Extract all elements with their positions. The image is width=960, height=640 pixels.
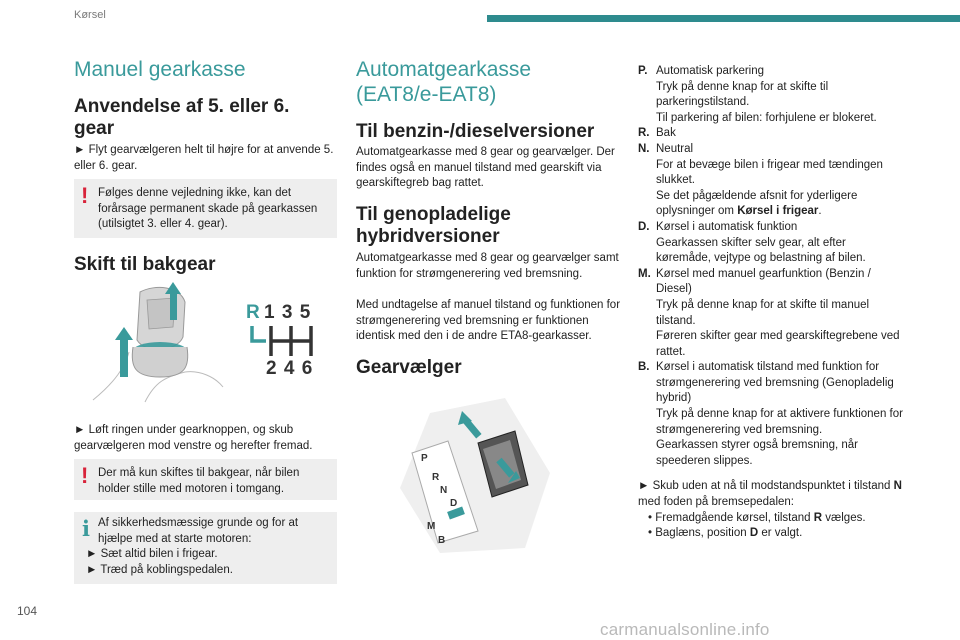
freewheel-bold-ref: Kørsel i frigear [737, 205, 819, 218]
reverse-letter: R [246, 302, 260, 323]
petrol-diesel-heading: Til benzin-/dieselversioner [356, 121, 595, 142]
list-item-p [638, 64, 903, 126]
gear-positions-list [638, 64, 903, 542]
info-line: Af sikkerhedsmæssige grunde og for at hjælpe med at starte motoren: [98, 517, 299, 545]
selector-letter-p: P [421, 453, 428, 464]
section-header: Kørsel [74, 9, 106, 21]
automatic-gearbox-title: Automatgearkasse (EAT8/e-EAT8) [356, 58, 532, 106]
shift-pattern-diagram [246, 302, 326, 382]
selector-letter-m: M [427, 521, 436, 532]
warning-icon: ! [81, 183, 89, 208]
gear-selector-heading: Gearvælger [356, 357, 462, 378]
item-line: Bak [656, 127, 676, 140]
item-key: N. [638, 142, 650, 155]
bullet-item: • Baglæns, position D er valgt. [648, 527, 803, 540]
header-accent-bar [487, 15, 960, 22]
hybrid-heading: Til genopladelige hybridversioner [356, 204, 511, 247]
list-item-r [638, 126, 903, 142]
use-5-6-text: ► Flyt gearvælgeren helt til højre for at anvende 5. eller 6. gear. [74, 144, 334, 172]
selector-letter-n: N [440, 485, 448, 496]
page-number: 104 [17, 604, 38, 618]
item-line: Til parkering af bilen: forhjulene er blokeret. [656, 111, 877, 124]
item-line: Neutral [656, 142, 694, 155]
list-item-n [638, 142, 903, 220]
selector-panel-svg [390, 393, 555, 553]
item-line: Kørsel med manuel gearfunktion (Benzin / Diesel) [656, 267, 871, 296]
gear-knob-illustration [85, 282, 225, 412]
bullet-item: • Fremadgående kørsel, tilstand R vælges. [648, 511, 866, 524]
neutral-bold: N [893, 480, 902, 493]
item-line: Kørsel i automatisk funktion [656, 220, 798, 233]
item-key: R. [638, 127, 650, 140]
info-text [86, 516, 331, 578]
watermark: carmanualsonline.info [600, 620, 770, 639]
selector-letter-b: B [438, 535, 446, 546]
shift-top-numbers: 1 3 5 [264, 302, 311, 323]
list-item-m [638, 267, 903, 361]
manual-gearbox-title: Manuel gearkasse [74, 58, 246, 81]
item-line: Kørsel i automatisk tilstand med funktion for strømgenerering ved bremsning (Genopladelig hybrid) [656, 361, 894, 405]
reverse-text: ► Løft ringen under gearknoppen, og skub gearvælgeren mod venstre og herefter fremad. [74, 424, 313, 452]
warning-box-2 [74, 459, 337, 500]
info-line: ► Sæt altid bilen i frigear. [86, 548, 218, 561]
shift-lines [246, 324, 326, 358]
list-item-b [638, 360, 903, 469]
item-line: Se det pågældende afsnit for yderligere oplysninger om Kørsel i frigear. [656, 189, 858, 218]
warning-text-2: Der må kun skiftes til bakgear, når bilen holder stille med motoren i tomgang. [98, 467, 300, 495]
item-line: Tryk på denne knap for at skifte til parkeringstilstand. [656, 80, 829, 109]
info-icon: i [82, 516, 90, 541]
item-key: B. [638, 361, 650, 374]
item-line: Gearkassen styrer også bremsning, når speederen slippes. [656, 439, 858, 467]
petrol-diesel-text: Automatgearkasse med 8 gear og gearvælger. Der findes også en manuel tilstand med gearskift via gearskiftegreb bag rattet. [356, 146, 615, 190]
item-line: Tryk på denne knap for at skifte til manuel tilstand. [656, 298, 870, 327]
warning-icon: ! [81, 463, 89, 488]
item-line: Automatisk parkering [656, 65, 765, 77]
shift-bottom-numbers: 2 4 6 [266, 358, 313, 379]
hybrid-text-1: Automatgearkasse med 8 gear og gearvælger samt funktion for strømgenerering ved bremsning. [356, 252, 619, 280]
use-5-6-heading: Anvendelse af 5. eller 6. gear [74, 96, 290, 139]
item-line: For at bevæge bilen i frigear med tændingen slukket. [656, 158, 883, 187]
info-box [74, 512, 337, 584]
reverse-heading: Skift til bakgear [74, 254, 216, 275]
hybrid-text-2: Med undtagelse af manuel tilstand og funktionen for strømgenerering ved bremsning er funktionen identisk med den i de andre ETA8-gearkasser. [356, 299, 621, 343]
gear-selector-illustration [390, 393, 555, 553]
info-line: ► Træd på koblingspedalen. [86, 563, 233, 576]
warning-text: Følges denne vejledning ikke, kan det forårsage permanent skade på gearkassen (utilsigtet 3. eller 4. gear). [98, 187, 318, 231]
instruction-step: ► Skub uden at nå til modstandspunktet i tilstand N med foden på bremsepedalen: [638, 480, 902, 509]
item-line: Tryk på denne knap for at aktivere funktionen for strømgenerering ved bremsning. [656, 408, 903, 436]
item-key: P. [638, 65, 648, 77]
item-key: D. [638, 220, 650, 233]
warning-box [74, 179, 337, 238]
list-item-d [638, 220, 903, 267]
selector-letter-r: R [432, 472, 440, 483]
selector-letter-d: D [450, 498, 458, 509]
item-key: M. [638, 267, 651, 280]
item-line: Føreren skifter gear med gearskiftegrebene ved rattet. [656, 330, 900, 358]
item-line: Gearkassen skifter selv gear, alt efter køremåde, vejtype og belastning af bilen. [656, 236, 866, 265]
